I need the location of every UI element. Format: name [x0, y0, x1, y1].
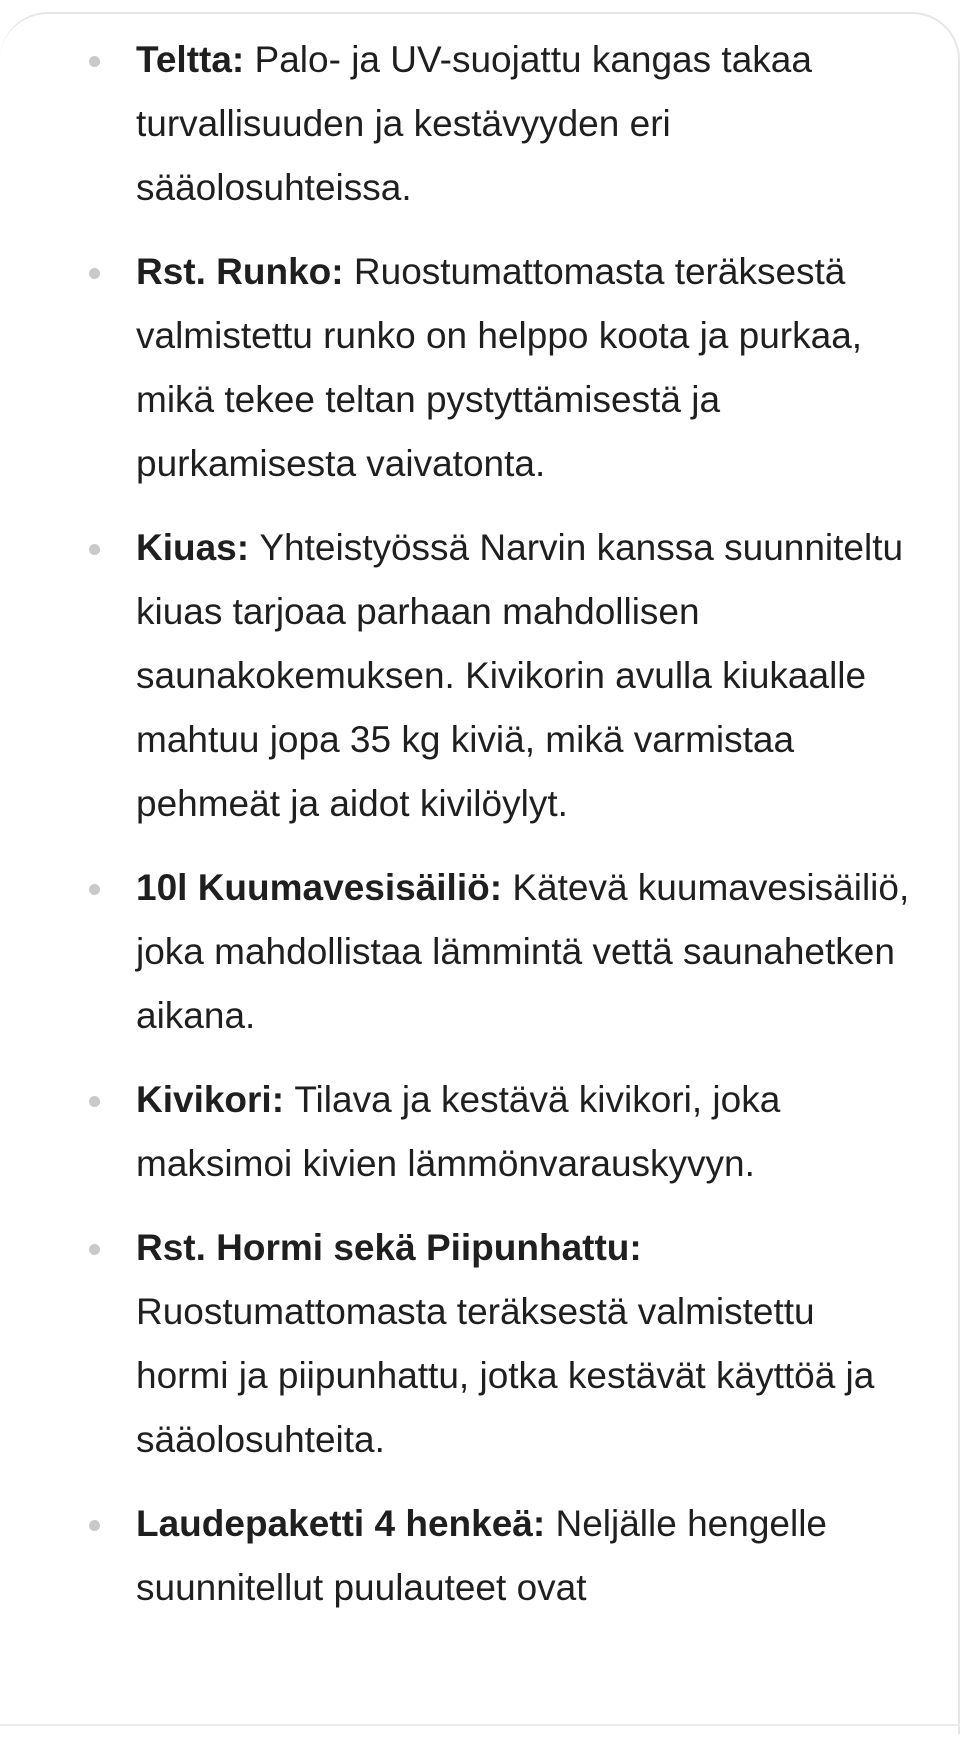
bullet-icon	[89, 544, 100, 555]
feature-term: Rst. Hormi sekä Piipunhattu:	[136, 1227, 642, 1268]
list-item	[136, 28, 916, 220]
list-item	[136, 1492, 916, 1620]
list-item	[136, 1068, 916, 1196]
bullet-icon	[89, 884, 100, 895]
feature-description: Neljälle hengelle suunnitellut puulauteet ovat	[136, 1503, 827, 1608]
product-description-card	[0, 12, 960, 1734]
list-item	[136, 856, 916, 1048]
bullet-icon	[89, 1244, 100, 1255]
bottom-divider	[0, 1724, 960, 1726]
feature-term: Teltta:	[136, 39, 255, 80]
feature-term: Laudepaketti 4 henkeä:	[136, 1503, 556, 1544]
feature-term: Kivikori:	[136, 1079, 295, 1120]
feature-list	[136, 28, 916, 1640]
feature-description: Ruostumattomasta teräksestä valmistettu hormi ja piipunhattu, jotka kestävät käyttöä ja sääolosuhteita.	[136, 1291, 875, 1460]
feature-description: Palo- ja UV-suojattu kangas takaa turvallisuuden ja kestävyyden eri sääolosuhteissa.	[136, 39, 812, 208]
bullet-icon	[89, 56, 100, 67]
feature-description: Tilava ja kestävä kivikori, joka maksimoi kivien lämmönvarauskyvyn.	[136, 1079, 781, 1184]
list-item	[136, 1216, 916, 1472]
feature-term: Kiuas:	[136, 527, 260, 568]
list-item	[136, 516, 916, 836]
bullet-icon	[89, 1096, 100, 1107]
bullet-icon	[89, 1520, 100, 1531]
feature-description: Ruostumattomasta teräksestä valmistettu runko on helppo koota ja purkaa, mikä tekee teltan pystyttämisestä ja purkamisesta vaivatonta.	[136, 251, 863, 484]
bullet-icon	[89, 268, 100, 279]
feature-term: 10l Kuumavesisäiliö:	[136, 867, 513, 908]
feature-description: Yhteistyössä Narvin kanssa suunniteltu kiuas tarjoaa parhaan mahdollisen saunakokemuksen. Kivikorin avulla kiukaalle mahtuu jopa 35 kg kiviä, mikä varmistaa pehmeät ja aidot kivilöylyt.	[136, 527, 904, 824]
feature-description: Kätevä kuumavesisäiliö, joka mahdollistaa lämmintä vettä saunahetken aikana.	[136, 867, 910, 1036]
feature-term: Rst. Runko:	[136, 251, 354, 292]
list-item	[136, 240, 916, 496]
